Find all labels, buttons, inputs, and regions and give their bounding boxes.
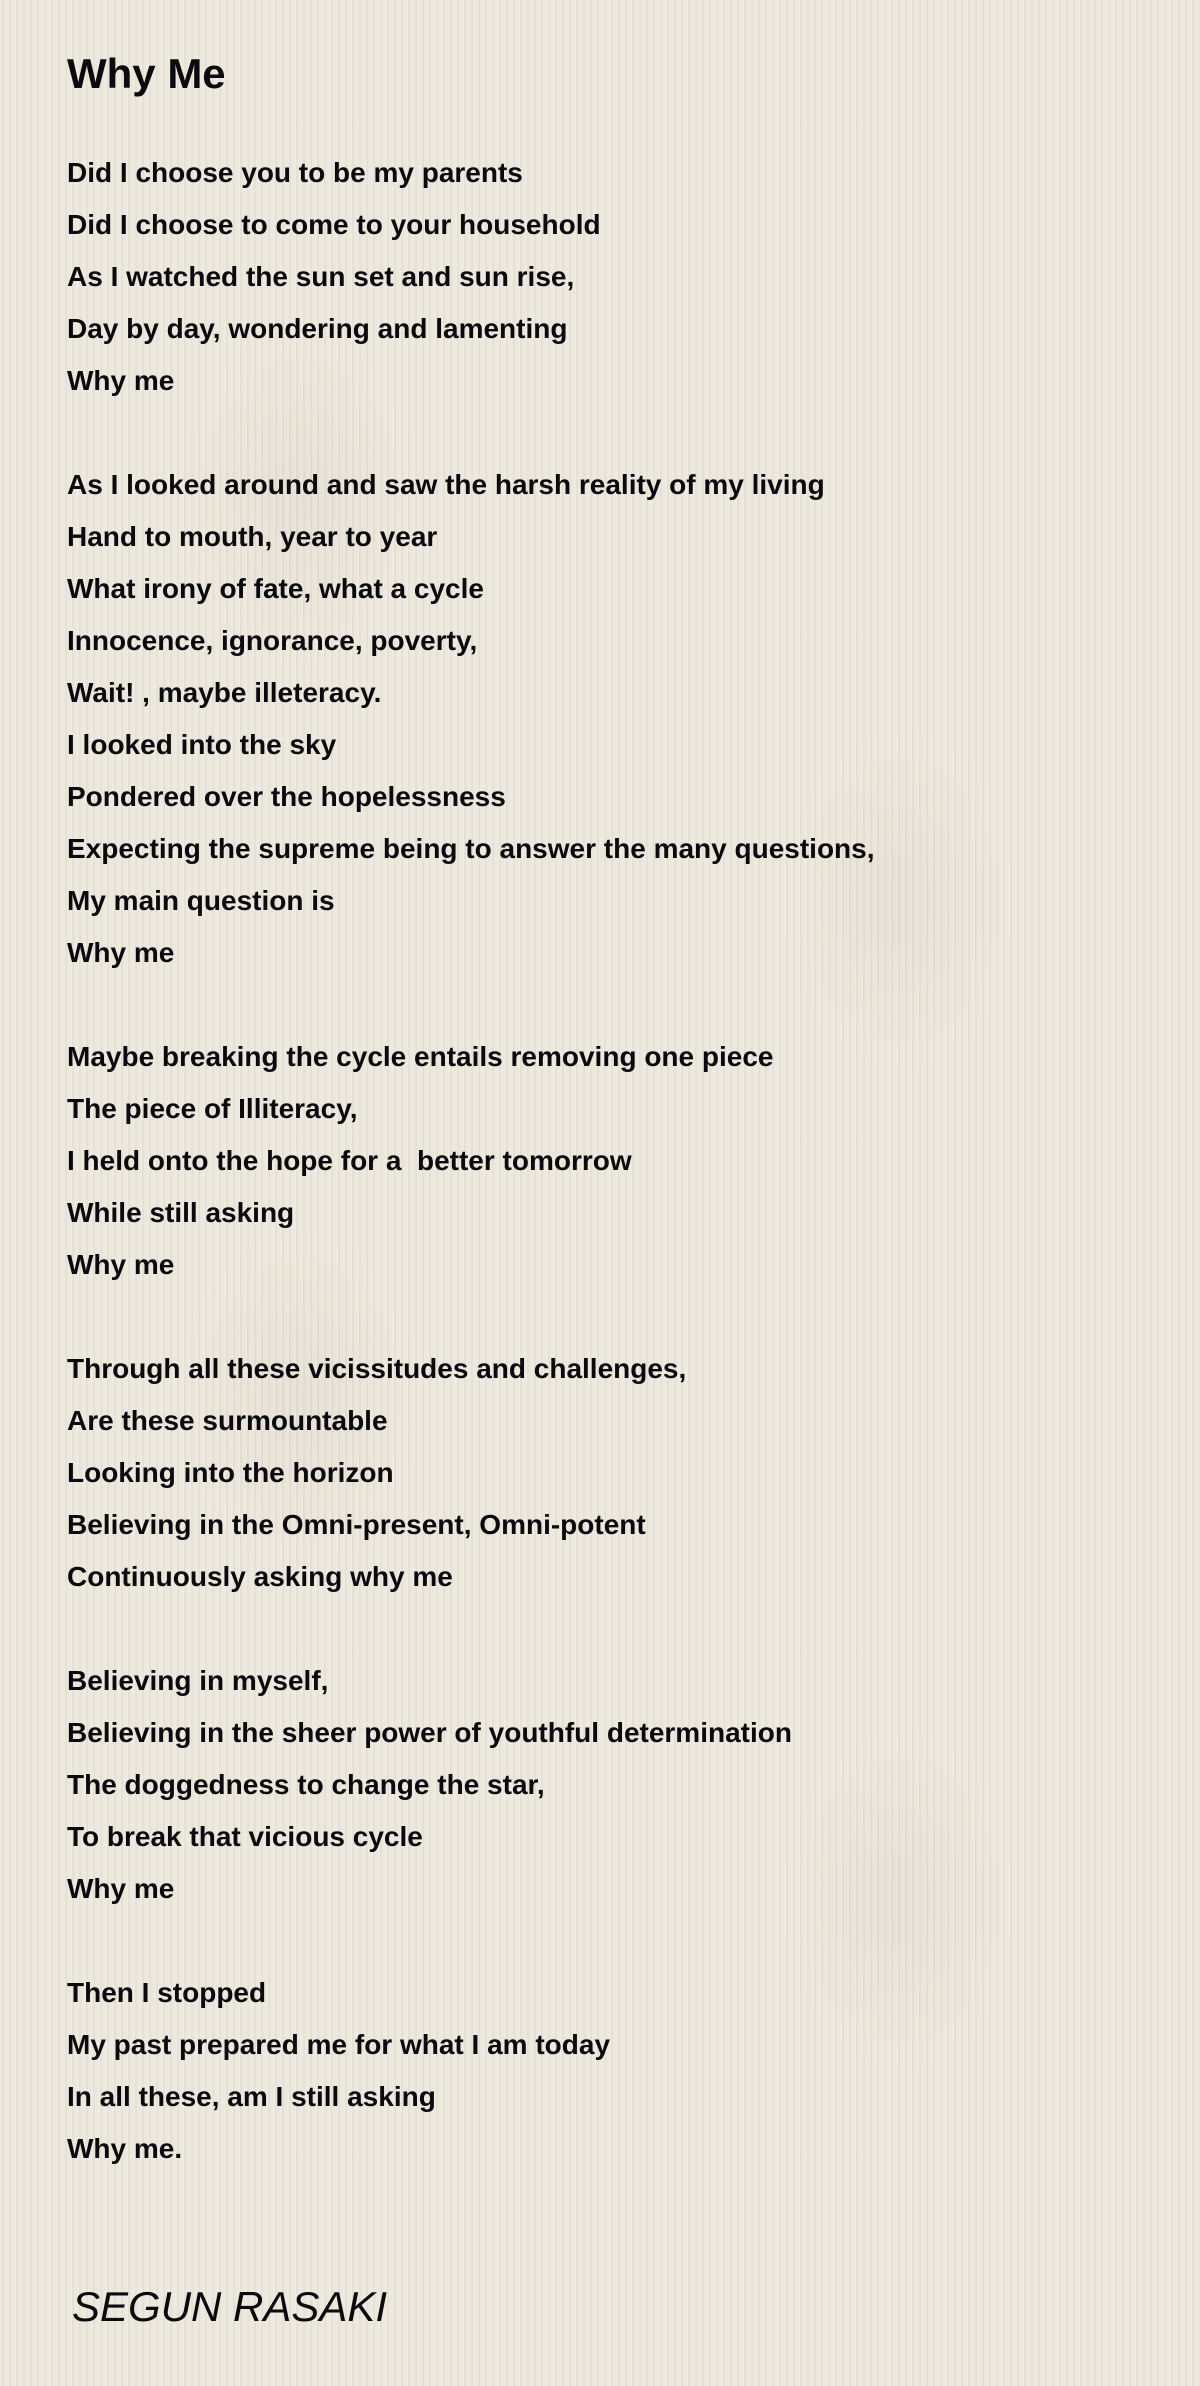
poem-line: The doggedness to change the star, (67, 1769, 545, 1800)
poem-line: As I watched the sun set and sun rise, (67, 261, 575, 292)
poem-line: Hand to mouth, year to year (67, 521, 438, 552)
stanza-5 (67, 1655, 875, 1915)
poem-line: Through all these vicissitudes and challenges, (67, 1353, 687, 1384)
stanza-2 (67, 459, 875, 979)
poem-line: Believing in the sheer power of youthful determination (67, 1717, 792, 1748)
stanza-1 (67, 147, 875, 407)
poem-line: Day by day, wondering and lamenting (67, 313, 568, 344)
poem-line: As I looked around and saw the harsh reality of my living (67, 469, 825, 500)
poem-line: Did I choose to come to your household (67, 209, 601, 240)
poem-line: Are these surmountable (67, 1405, 388, 1436)
poem-line: Why me (67, 1873, 175, 1904)
poem-line: Then I stopped (67, 1977, 267, 2008)
poem-line: Why me (67, 1249, 175, 1280)
poem-body (67, 147, 875, 2175)
poem-line: Continuously asking why me (67, 1561, 453, 1592)
author-name: SEGUN RASAKI (72, 2283, 388, 2330)
poem-line: Innocence, ignorance, poverty, (67, 625, 478, 656)
stanza-6 (67, 1967, 875, 2175)
poem-line: Pondered over the hopelessness (67, 781, 506, 812)
poem-line: Expecting the supreme being to answer the many questions, (67, 833, 875, 864)
poem-line: My main question is (67, 885, 335, 916)
poem-line: Believing in myself, (67, 1665, 329, 1696)
poem-title: Why Me (67, 50, 226, 97)
poem-line: Wait! , maybe illeteracy. (67, 677, 382, 708)
poem-line: In all these, am I still asking (67, 2081, 436, 2112)
poem-line: Why me (67, 937, 175, 968)
poem-line: Maybe breaking the cycle entails removing one piece (67, 1041, 774, 1072)
poem-line: I looked into the sky (67, 729, 337, 760)
poem-line: The piece of Illiteracy, (67, 1093, 358, 1124)
poem-line: What irony of fate, what a cycle (67, 573, 484, 604)
poem-line: While still asking (67, 1197, 295, 1228)
poem-line: Looking into the horizon (67, 1457, 394, 1488)
stanza-4 (67, 1343, 875, 1603)
stanza-3 (67, 1031, 875, 1291)
poem-line: Did I choose you to be my parents (67, 157, 523, 188)
poem-line: I held onto the hope for a better tomorrow (67, 1145, 632, 1176)
poem-line: Believing in the Omni-present, Omni-potent (67, 1509, 646, 1540)
poem-line: My past prepared me for what I am today (67, 2029, 611, 2060)
poem-line: To break that vicious cycle (67, 1821, 423, 1852)
poem-line: Why me. (67, 2133, 183, 2164)
poem-line: Why me (67, 365, 175, 396)
